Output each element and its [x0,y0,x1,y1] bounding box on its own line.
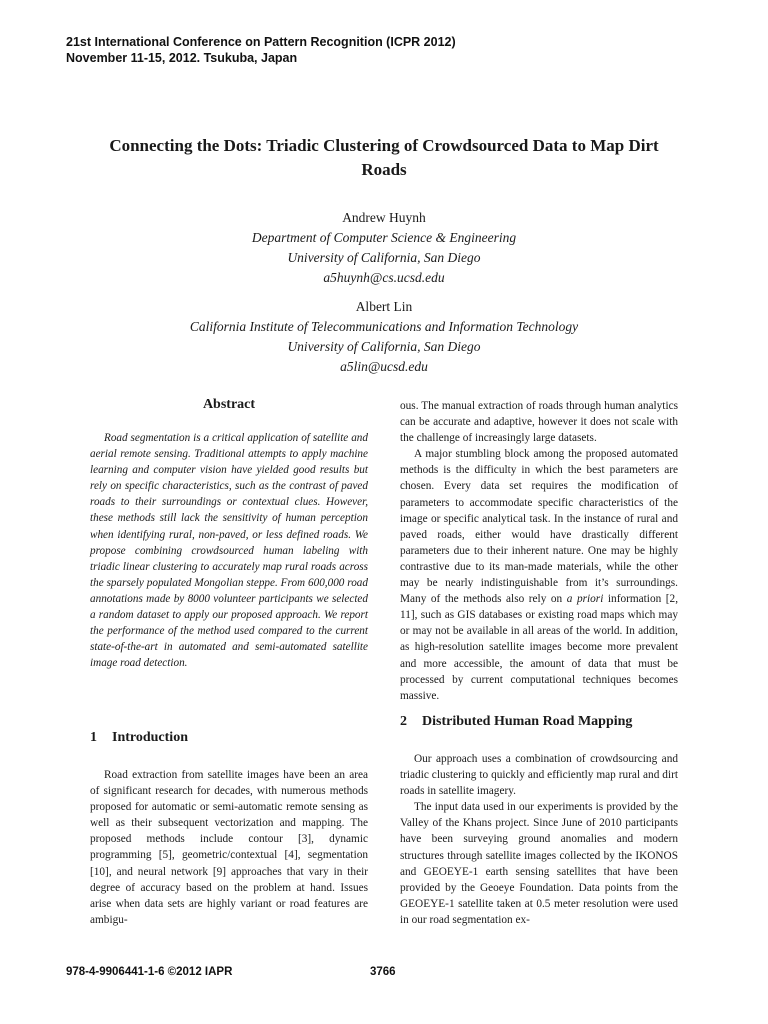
author-name: Andrew Huynh [342,210,426,225]
continued-paragraph: ous. The manual extraction of roads through human analytics can be accurate and adaptive, however it does not scale with the challenge of increasingly large datasets. [400,400,678,445]
section-heading-introduction [90,730,188,746]
abstract-heading: Abstract [202,397,256,412]
parameters-paragraph [400,446,678,704]
paragraph-text: information [2, 11], such as GIS databases or existing road maps which may or may not be available in all areas of the world. In addition, as high-resolution satellite images become more prevalent and more accessible, the amount of data that must be processed by current computational techniques becomes massive. [400,593,679,702]
page-number: 3766 [370,966,396,978]
section2-paragraph: Our approach uses a combination of crowdsourcing and triadic clustering to quickly and efficiently map rural and dirt roads in satellite imagery. [400,753,678,798]
section-number: 2 [400,714,407,729]
section-title: Introduction [112,730,188,745]
right-column-body [400,398,678,704]
section-title: Distributed Human Road Mapping [422,714,633,729]
conference-date-location: November 11-15, 2012. Tsukuba, Japan [66,51,298,65]
conference-header [66,34,706,66]
author-block [60,208,708,377]
author-department: California Institute of Telecommunications and Information Technology [189,319,579,334]
abstract-body [90,430,368,671]
section2-body [400,751,678,928]
paragraph-text: A major stumbling block among the proposed automated methods is the difficulty in which the best parameters are chosen. Every data set requires the modification of parameters to accommodate specific characteristics of the image or specific analytical task. In the instance of rural and paved roads, either would have drastically different parameters due to their inherent nature. One may be highly contrastive due to its man-made materials, while the other may be nearly indistinguishable from it’s surroundings. Many of the methods also rely on [400,448,678,606]
author-university: University of California, San Diego [287,250,481,265]
author-department: Department of Computer Science & Engineering [251,230,517,245]
section-heading-distributed-mapping [400,714,632,730]
isbn-copyright: 978-4-9906441-1-6 ©2012 IAPR [66,966,233,978]
conference-name: 21st International Conference on Pattern Recognition (ICPR 2012) [66,35,456,49]
author-email: a5lin@ucsd.edu [340,359,428,374]
paper-title-line1: Connecting the Dots: Triadic Clustering of Crowdsourced Data to Map Dirt [109,136,659,155]
author-university: University of California, San Diego [287,339,481,354]
paper-title [60,134,708,182]
a-priori-term: a priori [566,593,604,606]
introduction-paragraph: Road extraction from satellite images have been an area of significant research for decades, with numerous methods proposed for automatic or semi-automatic remote sensing as well as their subsequent vectorization and mapping. The proposed methods include contour [3], dynamic programming [5], geometric/contextual [4], segmentation [10], and neural network [9] approaches that vary in their degree of accuracy based on the problem at hand. Issues arise when data sets are highly variant or road features are ambigu- [90,769,368,926]
introduction-body [90,767,368,928]
author-name: Albert Lin [355,299,413,314]
paper-title-line2: Roads [361,160,407,179]
abstract-text: Road segmentation is a critical application of satellite and aerial remote sensing. Traditional attempts to apply machine learning and computer vision have yielded good results but rely on specific characteristics, such as the contrast of paved roads to their surroundings or contextual clues. However, these methods still lack the sensitivity of human perception when identifying rural, non-paved, or less defined roads. We propose combining crowdsourced human labeling with triadic linear clustering to accurately map rural roads across the sparsely populated Mongolian steppe. From 600,000 road annotations made by 8000 volunteer participants we selected a random dataset to apply our proposed approach. We report the performance of the method used compared to the current state-of-the-art in automated and semi-automated satellite image road detection. [90,432,368,670]
section-number: 1 [90,730,97,745]
author-email: a5huynh@cs.ucsd.edu [323,270,445,285]
section2-paragraph: The input data used in our experiments is provided by the Valley of the Khans project. Since June of 2010 participants have been surveying ground anomalies and modern structures through satellite images collected by the IKONOS and GEOEYE-1 earth sensing satellites that have been provided by the Geoeye Foundation. Data points from the GEOEYE-1 satellite taken at 0.5 meter resolution were used in our road segmentation ex- [400,801,678,926]
